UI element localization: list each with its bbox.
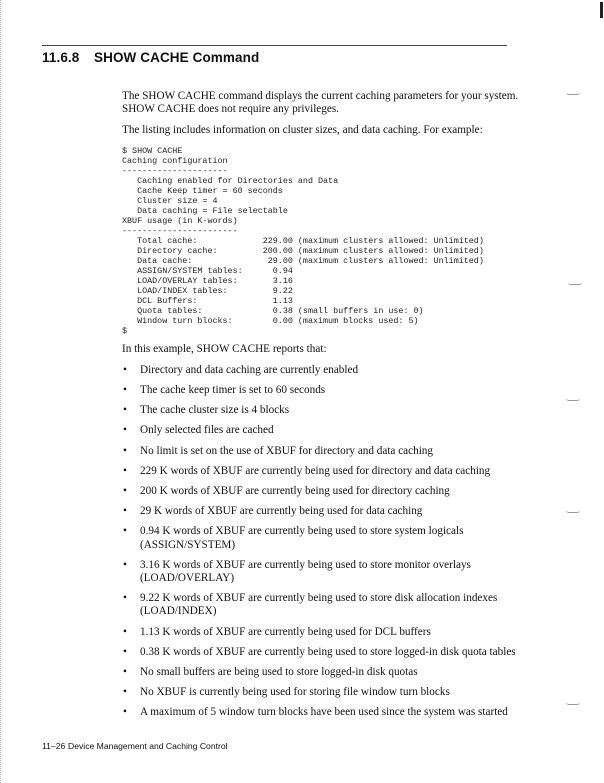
bullet-item: [122, 626, 522, 639]
page-number: 11–26: [42, 741, 66, 751]
margin-mark: [566, 702, 580, 705]
code-example: [122, 146, 522, 337]
example-lead-paragraph: The listing includes information on cluster sizes, and data caching. For example:: [122, 124, 483, 137]
bullet-text: A maximum of 5 window turn blocks have been used since the system was started: [140, 706, 508, 719]
intro-paragraph: The SHOW CACHE command displays the current caching parameters for your system. SHOW CACHE does not require any privileges.: [122, 90, 519, 116]
margin-mark: [566, 510, 580, 513]
bullet-text: Only selected files are cached: [140, 424, 274, 437]
bullet-text: 9.22 K words of XBUF are currently being used to store disk allocation indexes (LOAD/INDEX): [140, 592, 498, 618]
bullet-item: [122, 505, 522, 518]
summary-intro: In this example, SHOW CACHE reports that:: [122, 342, 327, 355]
section-rule: [42, 45, 507, 46]
bullet-item: [122, 445, 522, 458]
bullet-icon: •: [123, 525, 127, 538]
bullet-text: 0.38 K words of XBUF are currently being used to store logged-in disk quota tables: [140, 645, 516, 658]
margin-mark: [568, 282, 582, 285]
bullet-icon: •: [123, 592, 127, 605]
bullet-text: 229 K words of XBUF are currently being used for directory and data caching: [140, 464, 491, 477]
scan-artifact-mark: [600, 2, 603, 18]
bullet-icon: •: [123, 363, 127, 376]
bullet-icon: •: [123, 665, 127, 678]
bullet-icon: •: [123, 464, 127, 477]
scan-edge: [0, 0, 2, 783]
section-heading: [42, 50, 259, 65]
bullet-icon: •: [123, 706, 127, 719]
bullet-item: [122, 485, 522, 498]
bullet-list: [122, 364, 522, 720]
code-listing: $ SHOW CACHE Caching configuration --------------------- Caching enabled for Directories and Data Cache Keep timer = 60 seconds Cluster size = 4 Data caching = File selectable XBUF usage (in K-words) ----------------------- Total cache: 229.00 (maximum clusters allowed: Unlimited) Directory cache: 200.00 (maximum clusters allowed: Unlimited) Data cache: 29.00 (maximum clusters allowed: Unlimited) ASSIGN/SYSTEM tables: 0.94 LOAD/OVERLAY tables: 3.16 LOAD/INDEX tables: 9.22 DCL Buffers: 1.13 Quota tables: 0.38 (small buffers in use: 0) Window turn blocks: 0.00 (maximum blocks used: 5) $: [122, 145, 484, 337]
bullet-text: The cache keep timer is set to 60 seconds: [140, 383, 326, 396]
bullet-icon: •: [123, 505, 127, 518]
bullet-icon: •: [123, 625, 127, 638]
bullet-text: 29 K words of XBUF are currently being used for data caching: [140, 505, 423, 518]
bullet-text: Directory and data caching are currently enabled: [140, 363, 359, 376]
bullet-text: 1.13 K words of XBUF are currently being used for DCL buffers: [140, 625, 431, 638]
bullet-text: 3.16 K words of XBUF are currently being used to store monitor overlays (LOAD/OVERLAY): [140, 558, 471, 584]
bullet-icon: •: [123, 404, 127, 417]
section-number: 11.6.8: [42, 50, 80, 65]
bullet-text: No XBUF is currently being used for storing file window turn blocks: [140, 686, 450, 699]
bullet-text: 200 K words of XBUF are currently being used for directory caching: [140, 484, 450, 497]
bullet-item: [122, 364, 522, 377]
bullet-item: [122, 424, 522, 437]
bullet-text: 0.94 K words of XBUF are currently being used to store system logicals (ASSIGN/SYSTEM): [140, 525, 464, 551]
bullet-icon: •: [123, 686, 127, 699]
bullet-item: [122, 559, 522, 585]
bullet-text: No limit is set on the use of XBUF for directory and data caching: [140, 444, 433, 457]
bullet-item: [122, 465, 522, 478]
bullet-item: [122, 666, 522, 679]
margin-mark: [566, 398, 580, 401]
bullet-icon: •: [123, 484, 127, 497]
bullet-item: [122, 686, 522, 699]
chapter-title: Device Management and Caching Control: [68, 741, 228, 751]
page-footer: [42, 741, 228, 751]
bullet-item: [122, 592, 522, 618]
section-title: SHOW CACHE Command: [94, 50, 260, 65]
bullet-item: [122, 525, 522, 551]
bullet-text: No small buffers are being used to store logged-in disk quotas: [140, 665, 418, 678]
margin-mark: [566, 92, 580, 95]
bullet-icon: •: [123, 444, 127, 457]
bullet-item: [122, 646, 522, 659]
bullet-icon: •: [123, 424, 127, 437]
bullet-icon: •: [123, 645, 127, 658]
bullet-icon: •: [123, 558, 127, 571]
bullet-item: [122, 404, 522, 417]
bullet-item: [122, 706, 522, 719]
section-body: [122, 90, 522, 727]
bullet-item: [122, 384, 522, 397]
bullet-text: The cache cluster size is 4 blocks: [140, 404, 290, 417]
bullet-icon: •: [123, 383, 127, 396]
